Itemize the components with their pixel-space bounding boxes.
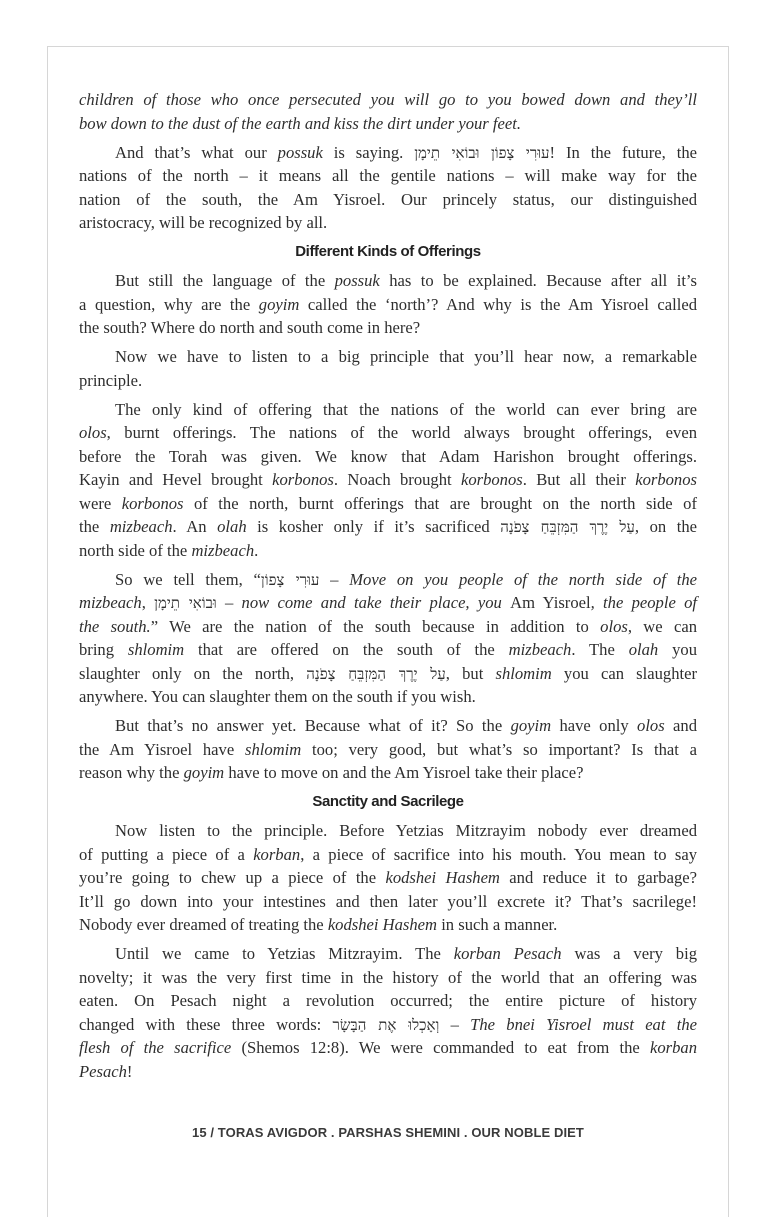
text: , on the: [634, 517, 698, 536]
italic-text: korbonos: [121, 493, 184, 513]
text: Kayin and Hevel brought: [79, 470, 273, 489]
text-line: [79, 761, 697, 785]
italic-text: korban Pesach: [453, 944, 562, 963]
text: you: [658, 640, 697, 659]
text: aristocracy, will be recognized by all.: [79, 213, 328, 232]
text: reason why the: [79, 763, 184, 782]
text-line: [79, 269, 697, 293]
text: is saying.: [322, 142, 415, 162]
text: nations of the north – it means all the gentile nations – will make way for the: [79, 166, 697, 185]
italic-text: The bnei Yisroel must eat the: [470, 1014, 697, 1034]
text-line: [79, 591, 697, 615]
italic-text: possuk: [334, 271, 380, 290]
text: Now listen to the principle. Before Yetzias Mitzrayim nobody ever dreamed: [115, 821, 697, 840]
hebrew-quote: עוּרִי צָפוֹן וּבוֹאִי תֵימָן: [414, 143, 550, 162]
text-line: [79, 316, 697, 340]
text: ” We are the nation of the south because in addition to: [150, 616, 601, 636]
paragraph: [79, 398, 697, 563]
text: So we tell them, “: [115, 569, 261, 589]
text: . But all their: [522, 470, 636, 489]
text-line: [79, 112, 697, 136]
text: –: [216, 593, 242, 612]
paragraph: [79, 141, 697, 235]
text: were: [79, 493, 122, 513]
text: nation of the south, the Am Yisroel. Our princely status, our distinguished: [79, 189, 697, 209]
paragraph: [79, 714, 697, 785]
text: bring: [79, 640, 128, 659]
text: , burnt offerings. The nations of the world always brought offerings, even: [106, 423, 697, 442]
italic-text: mizbeach: [79, 593, 142, 612]
text: novelty; it was the very first time in the history of the world that an offering was: [79, 967, 697, 987]
text: a question, why are the: [79, 294, 259, 314]
italic-text: olah: [628, 640, 659, 659]
text-line: [79, 866, 697, 890]
text-line: [79, 211, 697, 235]
italic-text: shlomim: [127, 640, 185, 659]
text-line: [79, 890, 697, 914]
page-footer: 15 / TORAS AVIGDOR . PARSHAS SHEMINI . OUR NOBLE DIET: [192, 1125, 584, 1140]
text-line: [79, 819, 697, 843]
text-line: [79, 445, 697, 469]
text: changed with these three words:: [79, 1014, 333, 1034]
text: have to move on and the Am Yisroel take their place?: [224, 763, 584, 782]
text-line: [79, 714, 697, 738]
text-line: [79, 515, 697, 539]
text: . The: [571, 640, 629, 659]
text-line: [79, 568, 697, 592]
text: ! In the future, the: [549, 142, 697, 162]
text-line: [79, 1060, 697, 1084]
text-line: [79, 843, 697, 867]
page-body: [79, 88, 697, 1089]
italic-text: goyim: [258, 294, 300, 314]
paragraph: [79, 819, 697, 937]
text: you can slaughter: [551, 663, 697, 683]
text: before the Torah was given. We know that Adam Harishon brought offerings.: [79, 446, 697, 466]
text-line: [79, 398, 697, 422]
text: It’ll go down into your intestines and then later you’ll excrete it? That’s sacrilege!: [79, 891, 697, 911]
italic-text: Pesach: [79, 1061, 127, 1081]
text: .: [254, 540, 259, 560]
paragraph: [79, 345, 697, 392]
text-line: [79, 738, 697, 762]
hebrew-quote: וְאָכְלוּ אֶת הַבָּשָׂר: [332, 1015, 440, 1034]
text-line: [79, 966, 697, 990]
italic-text: korban: [649, 1038, 697, 1057]
text: have only: [551, 716, 638, 735]
hebrew-quote: עוּרִי צָפוֹן: [260, 570, 320, 589]
text: too; very good, but what’s so important? Is that a: [301, 739, 697, 759]
text-line: [79, 293, 697, 317]
text-line: [79, 141, 697, 165]
text-line: [79, 1013, 697, 1037]
text: that are offered on the south of the: [184, 640, 509, 659]
paragraph: [79, 942, 697, 1083]
italic-text: the south.: [79, 616, 151, 636]
text: Nobody ever dreamed of treating the: [79, 915, 328, 934]
text: . Noach brought: [333, 470, 461, 489]
text: , but: [445, 663, 496, 683]
italic-text: korban: [253, 844, 301, 864]
text-line: [79, 913, 697, 937]
text: But that’s no answer yet. Because what of it? So the: [115, 716, 511, 735]
italic-text: olos: [79, 423, 107, 442]
text: The only kind of offering that the nations of the world can ever bring are: [115, 399, 697, 419]
text: –: [439, 1014, 471, 1034]
text: north side of the: [79, 540, 192, 560]
hebrew-quote: וּבוֹאִי תֵימָן: [154, 594, 217, 612]
paragraph: [79, 269, 697, 340]
text-line: [79, 345, 697, 369]
italic-text: flesh of the sacrifice: [79, 1038, 232, 1057]
italic-text: now come and take their place, you: [241, 593, 511, 612]
italic-text: korbonos: [460, 470, 523, 489]
paragraph: [79, 568, 697, 709]
text: , a piece of sacrifice into his mouth. You mean to say: [300, 844, 697, 864]
text-line: [79, 942, 697, 966]
section-heading: Sanctity and Sacrilege: [312, 793, 464, 810]
italic-text: bow down to the dust of the earth and kiss the dirt under your feet.: [79, 113, 522, 133]
italic-text: shlomim: [244, 739, 302, 759]
italic-text: kodshei Hashem: [327, 915, 438, 934]
text-line: [79, 421, 697, 445]
text: the: [79, 517, 110, 536]
text: , we can: [627, 616, 698, 636]
text-line: [79, 1036, 697, 1060]
text-line: [79, 88, 697, 112]
italic-text: olah: [217, 517, 247, 536]
italic-text: mizbeach: [508, 640, 572, 659]
text: Until we came to Yetzias Mitzrayim. The: [115, 944, 454, 963]
text: eaten. On Pesach night a revolution occurred; the entire picture of history: [79, 991, 697, 1010]
italic-text: goyim: [510, 716, 552, 735]
text: Now we have to listen to a big principle that you’ll hear now, a remarkable: [115, 347, 697, 366]
italic-text: mizbeach: [191, 540, 255, 560]
italic-text: , the people of: [590, 593, 698, 612]
text: (Shemos 12:8). We were commanded to eat from the: [231, 1038, 650, 1057]
text-line: [79, 662, 697, 686]
text-line: [79, 989, 697, 1013]
text-line: [79, 638, 697, 662]
text: anywhere. You can slaughter them on the south if you wish.: [79, 687, 476, 706]
text: Am Yisroel: [510, 593, 591, 612]
italic-text: korbonos: [635, 470, 697, 489]
italic-text: olos: [637, 716, 665, 735]
paragraph: [79, 88, 697, 135]
text: and: [664, 716, 697, 735]
text: called the ‘north’? And why is the Am Yisroel called: [299, 294, 698, 314]
text: the south? Where do north and south come in here?: [79, 318, 421, 337]
text: But still the language of the: [115, 271, 335, 290]
text: was a very big: [561, 944, 697, 963]
text: is kosher only if it’s sacrificed: [246, 517, 501, 536]
text: !: [126, 1061, 133, 1081]
italic-text: kodshei Hashem: [385, 868, 500, 887]
italic-text: children of those who once persecuted you will go to you bowed down and they’ll: [79, 90, 697, 109]
hebrew-quote: עַל יֶרֶךְ הַמִּזְבֵּחַ צָפֹנָה: [306, 664, 446, 683]
text: . An: [172, 517, 218, 536]
italic-text: possuk: [277, 142, 323, 162]
italic-text: Move on you people of the north side of the: [349, 569, 697, 589]
italic-text: korbonos: [272, 470, 334, 489]
text: the Am Yisroel have: [79, 739, 245, 759]
text-line: [79, 685, 697, 709]
text: of the north, burnt offerings that are brought on the north side of: [183, 493, 697, 513]
text: –: [319, 569, 350, 589]
text: of putting a piece of a: [79, 844, 254, 864]
italic-text: shlomim: [495, 663, 552, 683]
text: in such a manner.: [437, 915, 558, 934]
text-line: [79, 164, 697, 188]
text: you’re going to chew up a piece of the: [79, 868, 386, 887]
text: has to be explained. Because after all it’s: [379, 271, 697, 290]
text-line: [79, 539, 697, 563]
text-line: [79, 615, 697, 639]
text-line: [79, 369, 697, 393]
text-line: [79, 468, 697, 492]
text: slaughter only on the north,: [79, 663, 307, 683]
text: principle.: [79, 370, 143, 390]
text: And that’s what our: [115, 142, 278, 162]
hebrew-quote: עַל יֶרֶךְ הַמִּזְבֵּחַ צָפֹנָה: [500, 518, 635, 536]
italic-text: olos: [600, 616, 628, 636]
section-heading: Different Kinds of Offerings: [295, 243, 481, 260]
italic-text: goyim: [183, 763, 225, 782]
italic-text: mizbeach: [109, 517, 173, 536]
text-line: [79, 188, 697, 212]
text: and reduce it to garbage?: [499, 868, 697, 887]
text: ,: [141, 593, 155, 612]
text-line: [79, 492, 697, 516]
